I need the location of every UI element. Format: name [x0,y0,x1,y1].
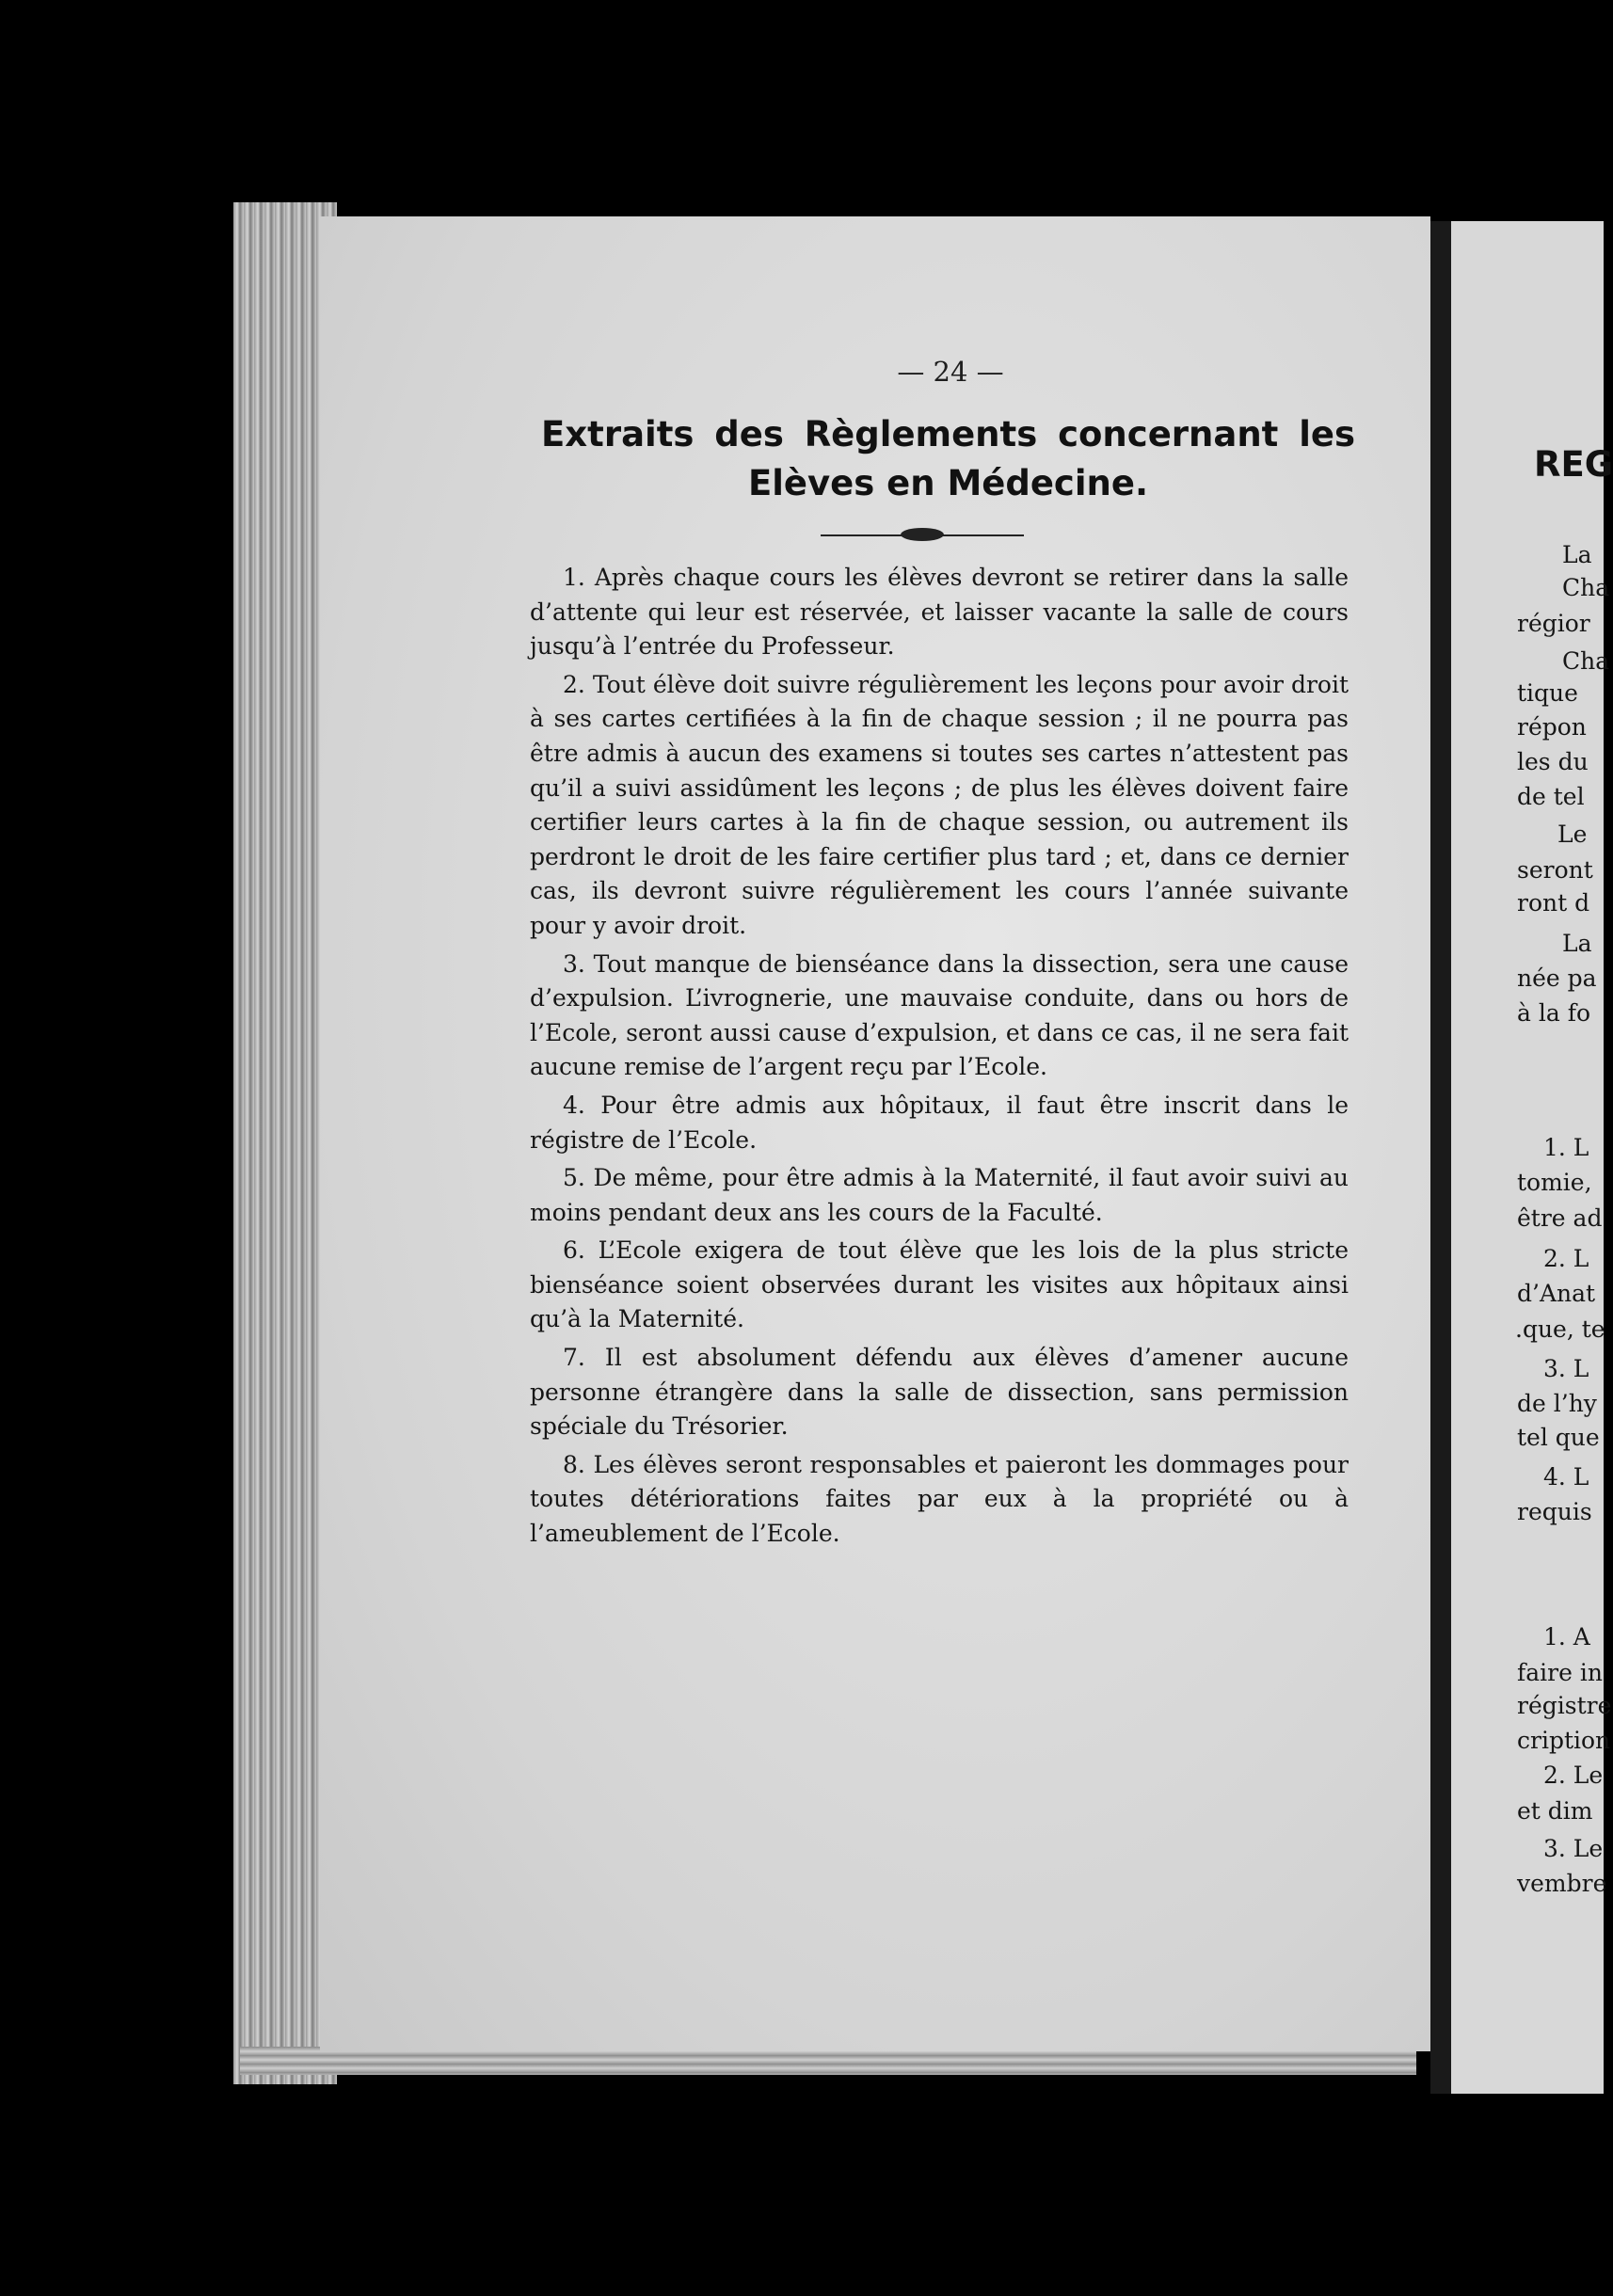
title-line-2: Elèves en Médecine. [747,463,1149,503]
paragraph: 8. Les élèves seront responsables et paieront les dommages pour toutes détériorations faites par eux à la propriété ou à l’ameublement de l’Ecole. [530,1450,1349,1548]
paragraph: 4. Pour être admis aux hôpitaux, il faut être inscrit dans le régistre de l’Ecole. [530,1091,1349,1154]
right-page-line: Le [1557,821,1588,848]
right-page-line: Cha [1562,574,1610,601]
right-page-line: La [1562,541,1592,568]
right-page-line: ront d [1517,889,1590,917]
right-page-heading: REG [1534,444,1613,485]
right-page-line: seront [1517,856,1593,884]
right-page-line: 4. L [1543,1463,1589,1491]
right-page-line: de l’hy [1517,1390,1597,1417]
paragraph: 1. Après chaque cours les élèves devront se retirer dans la salle d’attente qui leur est réservée, et laisser vacante la salle de cours jusqu’à l’entrée du Professeur. [530,564,1349,661]
right-page-line: d’Anat [1517,1280,1596,1307]
book-gutter [1430,221,1451,2094]
right-page-line: les du [1517,748,1589,775]
page-number: — 24 — [897,356,1004,388]
page-title [541,410,1355,508]
right-page-line: tique [1517,679,1578,707]
paragraph: 3. Tout manque de bienséance dans la dissection, sera une cause d’expulsion. L’ivrognerie, une mauvaise conduite, dans ou hors de l’Ecole, seront aussi cause d’expulsion, et dans ce cas, il ne sera fait aucune remise de l’argent reçu par l’Ecole. [530,949,1349,1081]
right-page-line: régior [1517,610,1590,637]
right-page-line: régistre [1517,1692,1612,1719]
regulations-text [530,561,1349,1555]
right-page-line: 1. A [1543,1623,1590,1650]
right-page-line: requis [1517,1498,1592,1525]
right-page-line: 2. Le [1543,1762,1604,1789]
right-page-line: .que, te [1515,1315,1605,1343]
right-page-line: cription [1517,1727,1611,1754]
right-page-line: tel que [1517,1424,1600,1451]
right-page-line: à la fo [1517,999,1591,1027]
title-line-1: Extraits des Règlements concernant les [541,414,1355,454]
right-page-line: répon [1517,713,1587,741]
paragraph: 7. Il est absolument défendu aux élèves d’amener aucune personne étrangère dans la salle de dissection, sans permission spéciale du Trésorier. [530,1344,1349,1441]
paragraph: 5. De même, pour être admis à la Maternité, il faut avoir suivi au moins pendant deux ans les cours de la Faculté. [530,1164,1349,1226]
rule-ornament-icon [901,528,944,541]
right-page-line: née pa [1517,965,1597,992]
right-page-line: tomie, [1517,1169,1592,1196]
paragraph: 6. L’Ecole exigera de tout élève que les lois de la plus stricte bienséance soient observées durant les visites aux hôpitaux ainsi qu’à la Maternité. [530,1236,1349,1333]
right-page-line: La [1562,930,1592,957]
right-page-line: Cha [1562,647,1610,675]
right-page-line: 1. L [1543,1134,1589,1161]
right-page-line: de tel [1517,783,1585,810]
right-page-line: 3. Le [1543,1835,1604,1862]
right-page-line: 2. L [1543,1245,1589,1272]
right-page-line: et dim [1517,1797,1593,1825]
right-page-line: faire in [1517,1659,1603,1686]
paragraph: 2. Tout élève doit suivre régulièrement les leçons pour avoir droit à ses cartes certifiées à la fin de chaque session ; il ne pourra pas être admis à aucun des examens si toutes ses cartes n’attestent pas qu’il a suivi assidûment les leçons ; de plus les élèves doivent faire certifier leurs cartes à la fin de chaque session, ou autrement ils perdront le droit de les faire certifier plus tard ; et, dans ce dernier cas, ils devront suivre régulièrement les cours l’année suivante pour y avoir droit. [530,670,1349,939]
right-page-line: être ad [1517,1204,1603,1232]
right-page-line: vembre [1517,1870,1607,1897]
right-page-line: 3. L [1543,1355,1589,1382]
